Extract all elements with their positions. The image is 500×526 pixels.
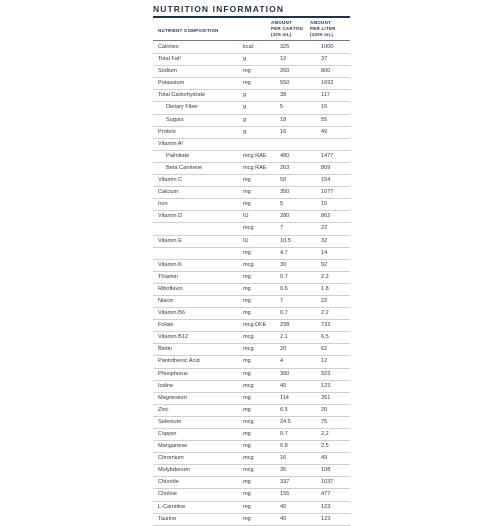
- nutrient-unit: mg: [243, 406, 251, 413]
- amount-per-liter: 22: [321, 297, 328, 304]
- nutrient-name: Chloride: [158, 479, 179, 486]
- amount-per-carton: 0.8: [280, 443, 288, 450]
- amount-per-carton: 238: [280, 322, 290, 329]
- amount-per-liter: 15: [321, 104, 328, 111]
- amount-per-liter: 92: [321, 261, 328, 268]
- table-row: [153, 356, 350, 368]
- amount-per-carton: 155: [280, 491, 290, 498]
- nutrient-name: Vitamin B12: [158, 334, 189, 341]
- amount-per-carton: 0.6: [280, 285, 288, 292]
- nutrient-name: Vitamin K: [158, 261, 182, 268]
- nutrient-table: [153, 42, 350, 526]
- amount-per-liter: 1037: [321, 479, 334, 486]
- amount-per-carton: 0.7: [280, 273, 288, 280]
- amount-per-carton: 337: [280, 479, 290, 486]
- page-title: NUTRITION INFORMATION: [153, 4, 285, 14]
- nutrient-name: Molybdenum: [158, 467, 191, 474]
- amount-per-liter: 2.2: [321, 310, 329, 317]
- column-header-per-carton: [271, 20, 303, 38]
- nutrient-unit: mcg: [243, 346, 254, 353]
- nutrient-unit: g: [243, 104, 247, 111]
- nutrient-unit: mg: [243, 201, 251, 208]
- amount-per-liter: 2.5: [321, 443, 329, 450]
- nutrient-unit: mcg: [243, 225, 254, 232]
- amount-per-liter: 809: [321, 164, 331, 171]
- amount-per-liter: 37: [321, 56, 328, 63]
- column-header-per-liter: [310, 20, 336, 38]
- nutrient-unit: mcg: [243, 418, 254, 425]
- nutrient-unit: mcg DFE: [243, 322, 267, 329]
- nutrient-unit: mg: [243, 503, 251, 510]
- nutrient-name: Palmitate: [166, 152, 190, 159]
- amount-per-carton: 114: [280, 394, 289, 401]
- nutrient-name: Selenium: [158, 418, 182, 425]
- amount-per-carton: 24.5: [280, 418, 291, 425]
- nutrient-name: Zinc: [158, 406, 169, 413]
- nutrient-unit: mg: [243, 479, 251, 486]
- nutrient-name: Calories: [158, 44, 179, 50]
- amount-per-liter: 14: [321, 249, 328, 256]
- nutrient-unit: mg: [243, 443, 251, 450]
- nutrient-unit: mg: [243, 297, 251, 304]
- nutrient-unit: g: [243, 128, 247, 135]
- table-row: [153, 42, 350, 54]
- table-row: [153, 453, 350, 465]
- amount-per-carton: 260: [280, 68, 290, 75]
- amount-per-liter: 1.8: [321, 285, 329, 292]
- column-header-line: PER CARTON: [271, 26, 303, 31]
- nutrient-unit: mg: [243, 285, 251, 292]
- amount-per-liter: 20: [321, 406, 328, 413]
- nutrient-name: Manganese: [158, 443, 188, 450]
- nutrient-unit: g: [243, 92, 247, 99]
- amount-per-liter: 108: [321, 467, 331, 474]
- nutrient-name: Riboflavin: [158, 285, 183, 292]
- amount-per-liter: 1477: [321, 152, 334, 159]
- nutrient-name: Total Fat¹: [158, 56, 182, 63]
- amount-per-liter: 923: [321, 370, 331, 377]
- table-row: [153, 381, 350, 393]
- nutrient-name: Pantothenic Acid: [158, 358, 200, 365]
- nutrient-name: Vitamin D: [158, 213, 183, 220]
- amount-per-liter: 6.5: [321, 334, 329, 341]
- amount-per-carton: 350: [280, 189, 290, 196]
- table-row: [153, 54, 350, 66]
- table-row: [153, 199, 350, 211]
- table-row: [153, 102, 350, 114]
- amount-per-carton: 20: [280, 346, 287, 353]
- table-row: [153, 369, 350, 381]
- nutrient-name: Taurine: [158, 515, 177, 522]
- column-header-line: (1000 mL): [310, 32, 334, 37]
- amount-per-liter: 75: [321, 418, 328, 425]
- amount-per-carton: 4: [280, 358, 284, 365]
- nutrient-name: Chromium: [158, 455, 184, 462]
- nutrient-unit: mg: [243, 273, 251, 280]
- nutrient-unit: mg: [243, 189, 251, 196]
- amount-per-liter: 351: [321, 394, 331, 401]
- table-row: [153, 151, 350, 163]
- table-row: [153, 211, 350, 223]
- table-row: [153, 139, 350, 151]
- column-header-composition-label: NUTRIENT COMPOSITION: [158, 28, 219, 33]
- amount-per-carton: 263: [280, 164, 290, 171]
- nutrient-name: Copper: [158, 431, 177, 437]
- nutrient-name: Folate: [158, 322, 174, 329]
- nutrient-unit: IU: [243, 213, 249, 220]
- table-row: [153, 429, 350, 441]
- table-row: [153, 465, 350, 477]
- nutrient-name: Calcium: [158, 189, 179, 196]
- nutrient-unit: mg: [243, 310, 251, 317]
- column-header-line: PER LITER: [310, 26, 336, 31]
- nutrient-unit: mg: [243, 68, 251, 75]
- amount-per-carton: 0.7: [280, 310, 288, 317]
- table-row: [153, 477, 350, 489]
- column-header-line: AMOUNT: [271, 20, 293, 25]
- nutrient-name: Sugars: [166, 116, 184, 123]
- table-row: [153, 405, 350, 417]
- nutrient-unit: mcg RAE: [243, 152, 267, 159]
- nutrient-name: Iodine: [158, 382, 174, 389]
- amount-per-liter: 55: [321, 116, 328, 123]
- table-row: [153, 115, 350, 127]
- table-row: [153, 284, 350, 296]
- amount-per-carton: 480: [280, 152, 290, 159]
- nutrient-name: Vitamin B6: [158, 310, 185, 317]
- amount-per-carton: 30: [280, 261, 287, 268]
- amount-per-carton: 16: [280, 455, 287, 462]
- amount-per-carton: 5: [280, 201, 284, 208]
- title-divider: [153, 16, 350, 18]
- amount-per-liter: 12: [321, 358, 328, 365]
- amount-per-carton: 12: [280, 56, 287, 63]
- nutrient-unit: mg: [243, 370, 251, 377]
- nutrient-unit: mg: [243, 491, 251, 498]
- amount-per-liter: 1077: [321, 189, 334, 196]
- amount-per-carton: 325: [280, 44, 290, 50]
- amount-per-liter: 49: [321, 128, 328, 135]
- amount-per-liter: 2.2: [321, 431, 329, 437]
- table-row: [153, 344, 350, 356]
- nutrient-name: Vitamin E: [158, 237, 182, 244]
- amount-per-carton: 50: [280, 177, 287, 184]
- amount-per-liter: 477: [321, 491, 331, 498]
- nutrient-name: Beta Carotene: [166, 164, 203, 171]
- nutrient-unit: mcg: [243, 455, 254, 462]
- amount-per-liter: 49: [321, 455, 328, 462]
- nutrient-name: Magnesium: [158, 394, 187, 401]
- table-row: [153, 514, 350, 526]
- amount-per-carton: 16: [280, 128, 287, 135]
- nutrient-unit: mg: [243, 249, 251, 256]
- table-row: [153, 127, 350, 139]
- table-row: [153, 308, 350, 320]
- table-row: [153, 66, 350, 78]
- nutrient-name: Protein: [158, 128, 176, 135]
- nutrient-name: Total Carbohydrate: [158, 92, 206, 99]
- amount-per-liter: 32: [321, 237, 328, 244]
- amount-per-liter: 1000: [321, 44, 334, 50]
- nutrient-name: Thiamin: [158, 273, 178, 280]
- amount-per-liter: 154: [321, 177, 331, 184]
- amount-per-liter: 22: [321, 225, 328, 232]
- amount-per-liter: 123: [321, 382, 331, 389]
- table-row: [153, 236, 350, 248]
- table-row: [153, 248, 350, 260]
- nutrient-unit: mcg RAE: [243, 164, 267, 171]
- amount-per-liter: 732: [321, 322, 331, 329]
- nutrient-unit: IU: [243, 237, 249, 244]
- amount-per-carton: 280: [280, 213, 290, 220]
- amount-per-liter: 1692: [321, 80, 334, 87]
- nutrient-unit: kcal: [243, 44, 253, 50]
- column-header-line: AMOUNT: [310, 20, 332, 25]
- nutrient-unit: mg: [243, 80, 251, 87]
- table-row: [153, 260, 350, 272]
- nutrient-name: Phosphorus: [158, 370, 188, 377]
- amount-per-liter: 123: [321, 503, 331, 510]
- amount-per-carton: 4.7: [280, 249, 288, 256]
- nutrient-unit: mcg: [243, 261, 254, 268]
- amount-per-carton: 7: [280, 225, 284, 232]
- amount-per-liter: 117: [321, 92, 330, 99]
- table-row: [153, 223, 350, 235]
- amount-per-carton: 0.7: [280, 431, 288, 437]
- nutrient-unit: mcg: [243, 334, 254, 341]
- amount-per-liter: 15: [321, 201, 328, 208]
- amount-per-liter: 123: [321, 515, 331, 522]
- table-row: [153, 320, 350, 332]
- nutrient-unit: mg: [243, 358, 251, 365]
- column-header-line: (325 mL): [271, 32, 292, 37]
- nutrient-unit: g: [243, 116, 247, 123]
- nutrient-name: Niacin: [158, 297, 174, 304]
- table-row: [153, 502, 350, 514]
- table-row: [153, 175, 350, 187]
- amount-per-carton: 10.5: [280, 237, 291, 244]
- nutrient-name: Potassium: [158, 80, 185, 87]
- nutrient-unit: mg: [243, 431, 251, 437]
- table-row: [153, 296, 350, 308]
- header-divider: [153, 40, 350, 41]
- nutrient-unit: mg: [243, 177, 251, 184]
- nutrient-name: L-Carnitine: [158, 503, 186, 510]
- table-row: [153, 272, 350, 284]
- table-row: [153, 90, 350, 102]
- amount-per-carton: 38: [280, 92, 287, 99]
- table-row: [153, 163, 350, 175]
- amount-per-carton: 5: [280, 104, 284, 111]
- amount-per-carton: 2.1: [280, 334, 288, 341]
- amount-per-carton: 300: [280, 370, 290, 377]
- nutrient-unit: mg: [243, 515, 251, 522]
- amount-per-liter: 800: [321, 68, 331, 75]
- nutrient-name: Iron: [158, 201, 168, 208]
- nutrient-unit: mcg: [243, 467, 254, 474]
- amount-per-liter: 62: [321, 346, 328, 353]
- nutrient-name: Biotin: [158, 346, 172, 353]
- amount-per-liter: 2.2: [321, 273, 329, 280]
- nutrient-unit: g: [243, 56, 247, 63]
- table-row: [153, 187, 350, 199]
- column-header-composition: [158, 28, 219, 34]
- nutrient-name: Sodium: [158, 68, 177, 75]
- table-row: [153, 441, 350, 453]
- amount-per-carton: 40: [280, 382, 287, 389]
- nutrient-unit: mcg: [243, 382, 254, 389]
- amount-per-carton: 40: [280, 515, 287, 522]
- amount-per-carton: 6.5: [280, 406, 288, 413]
- nutrient-name: Vitamin C: [158, 177, 183, 184]
- table-row: [153, 332, 350, 344]
- amount-per-liter: 862: [321, 213, 331, 220]
- nutrient-name: Choline: [158, 491, 177, 498]
- amount-per-carton: 550: [280, 80, 290, 87]
- table-row: [153, 78, 350, 90]
- amount-per-carton: 40: [280, 503, 287, 510]
- table-row: [153, 393, 350, 405]
- nutrient-name: Vitamin A²: [158, 140, 184, 147]
- amount-per-carton: 35: [280, 467, 287, 474]
- table-row: [153, 417, 350, 429]
- amount-per-carton: 7: [280, 297, 284, 304]
- amount-per-carton: 18: [280, 116, 287, 123]
- nutrient-unit: mg: [243, 394, 251, 401]
- nutrient-name: Dietary Fiber: [166, 104, 199, 111]
